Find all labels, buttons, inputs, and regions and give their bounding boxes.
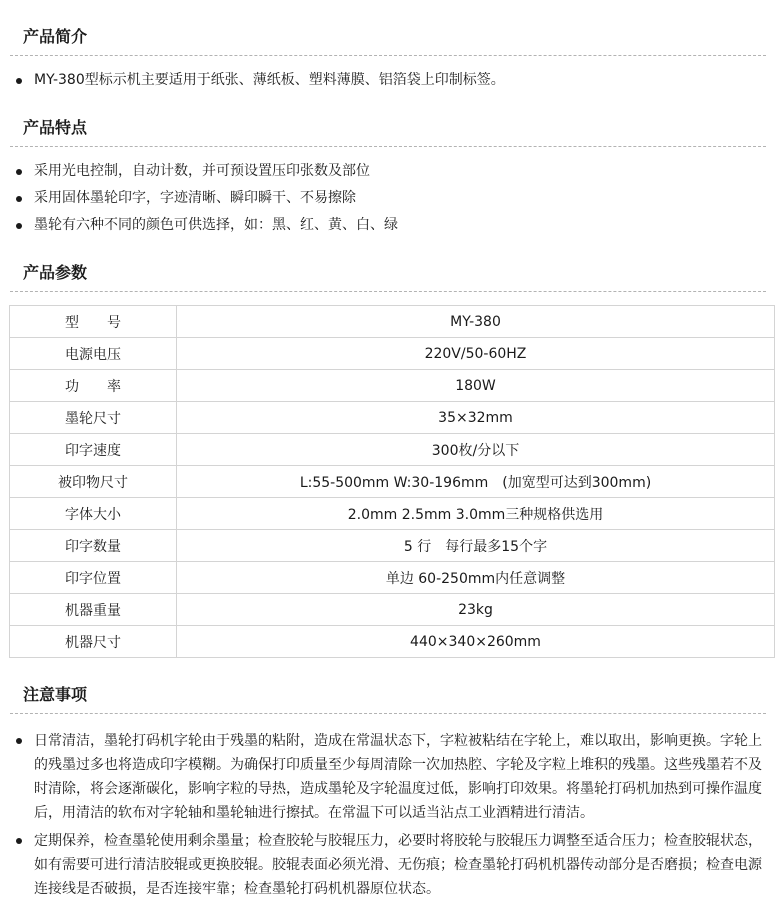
table-row: [10, 626, 775, 658]
param-value: 5 行 每行最多15个字: [177, 530, 775, 562]
intro-item: MY-380型标示机主要适用于纸张、薄纸板、塑料薄膜、铝箔袋上印制标签。: [0, 67, 776, 94]
note-item: 日常清洁，墨轮打码机字轮由于残墨的粘附，造成在常温状态下，字粒被粘结在字轮上，难以取出，影响更换。字轮上的残墨过多也将造成印字模糊。为确保打印质量至少每周清除一次加热腔、字轮及字粒上堆积的残墨。这些残墨若不及时清除，将会逐渐碳化，影响字粒的导热，造成墨轮及字轮温度过低，影响打印效果。将墨轮打码机加热到可操作温度后，用清洁的软布对字轮轴和墨轮轴进行擦拭。在常温下可以适当沾点工业酒精进行清洁。: [0, 729, 776, 825]
intro-list: [0, 67, 776, 94]
notes-heading: 注意事项: [23, 685, 88, 704]
features-section: [0, 117, 776, 147]
intro-divider: [10, 55, 766, 56]
table-row: [10, 338, 775, 370]
param-value: 220V/50-60HZ: [177, 338, 775, 370]
features-list-wrap: [0, 158, 776, 239]
feature-item: 采用固体墨轮印字，字迹清晰、瞬印瞬干、不易擦除: [0, 185, 776, 212]
params-table: [9, 305, 775, 658]
params-section: [0, 262, 776, 292]
params-divider: [10, 291, 766, 292]
intro-list-wrap: [0, 67, 776, 94]
param-key: 机器尺寸: [10, 626, 177, 658]
param-key: 机器重量: [10, 594, 177, 626]
param-value: 23kg: [177, 594, 775, 626]
params-heading: 产品参数: [23, 263, 88, 282]
table-row: [10, 594, 775, 626]
param-value: 35×32mm: [177, 402, 775, 434]
param-value: 300枚/分以下: [177, 434, 775, 466]
table-row: [10, 498, 775, 530]
note-item: 定期保养，检查墨轮使用剩余墨量；检查胶轮与胶辊压力，必要时将胶轮与胶辊压力调整至适合压力；检查胶辊状态，如有需要可进行清洁胶辊或更换胶辊。胶辊表面必须光滑、无伤痕；检查墨轮打码机机器传动部分是否磨损；检查电源连接线是否破损，是否连接牢靠；检查墨轮打码机机器原位状态。: [0, 829, 776, 901]
param-key: 被印物尺寸: [10, 466, 177, 498]
notes-list-wrap: [0, 729, 776, 905]
table-row: [10, 466, 775, 498]
feature-item: 墨轮有六种不同的颜色可供选择，如：黑、红、黄、白、绿: [0, 212, 776, 239]
param-value: L:55-500mm W:30-196mm (加宽型可达到300mm): [177, 466, 775, 498]
table-row: [10, 434, 775, 466]
param-value: 180W: [177, 370, 775, 402]
notes-divider: [10, 713, 766, 714]
param-key: 型 号: [10, 306, 177, 338]
param-key: 印字位置: [10, 562, 177, 594]
param-value: 2.0mm 2.5mm 3.0mm三种规格供选用: [177, 498, 775, 530]
param-key: 字体大小: [10, 498, 177, 530]
features-list: [0, 158, 776, 239]
table-row: [10, 370, 775, 402]
param-value: MY-380: [177, 306, 775, 338]
notes-list: [0, 729, 776, 901]
param-key: 印字速度: [10, 434, 177, 466]
features-heading: 产品特点: [23, 118, 88, 137]
table-row: [10, 402, 775, 434]
table-row: [10, 306, 775, 338]
param-key: 墨轮尺寸: [10, 402, 177, 434]
param-key: 电源电压: [10, 338, 177, 370]
feature-item: 采用光电控制，自动计数，并可预设置压印张数及部位: [0, 158, 776, 185]
param-value: 单边 60-250mm内任意调整: [177, 562, 775, 594]
param-key: 功 率: [10, 370, 177, 402]
param-key: 印字数量: [10, 530, 177, 562]
intro-section: [0, 26, 776, 56]
notes-section: [0, 684, 776, 714]
param-value: 440×340×260mm: [177, 626, 775, 658]
table-row: [10, 562, 775, 594]
intro-heading: 产品简介: [23, 27, 88, 46]
table-row: [10, 530, 775, 562]
features-divider: [10, 146, 766, 147]
